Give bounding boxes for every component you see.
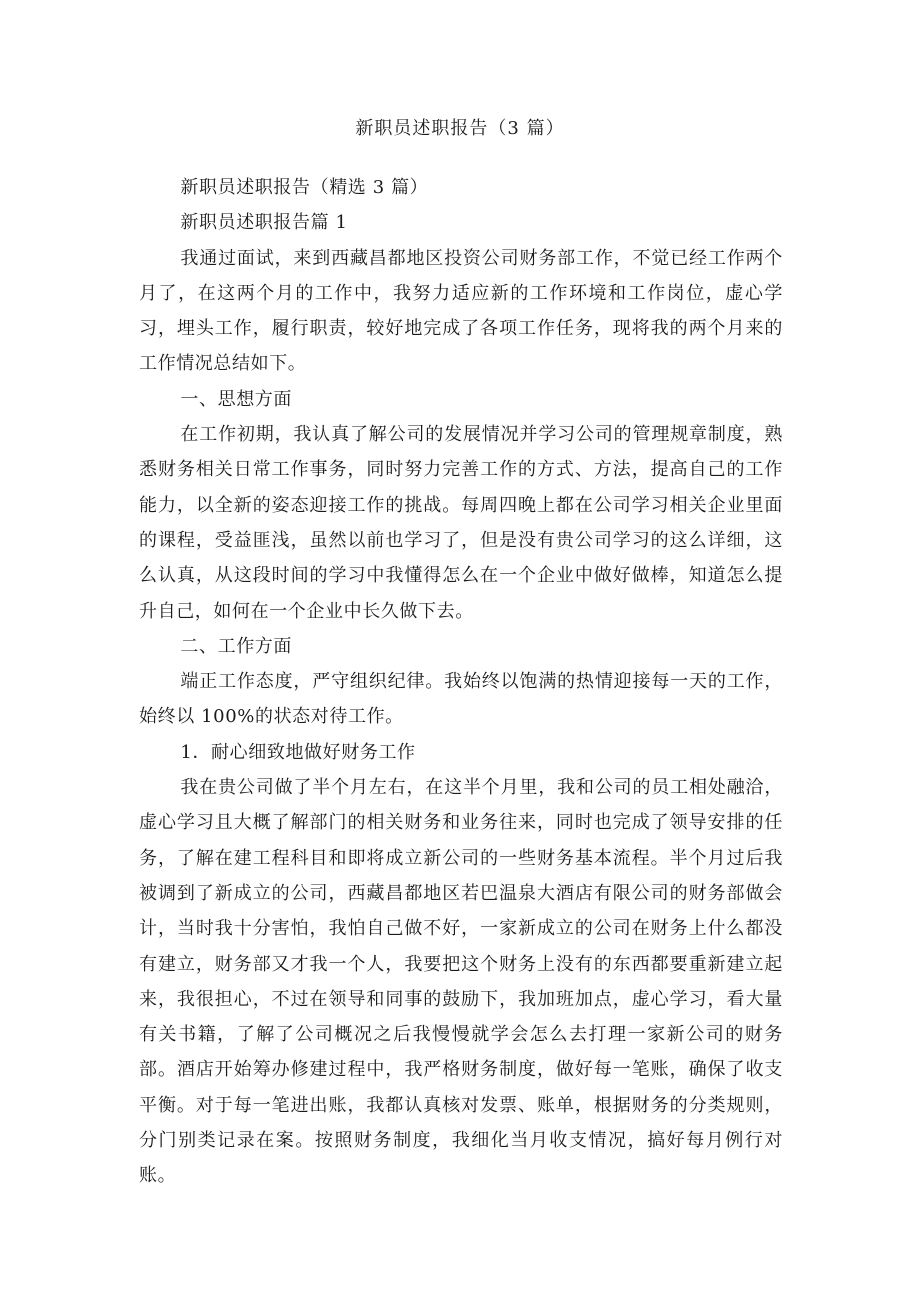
heading-work: 二、工作方面 (180, 635, 292, 657)
document-body (139, 170, 783, 1194)
section-heading-part-1: 新职员述职报告篇 1 (180, 212, 348, 234)
paragraph-intro: 我通过面试，来到西藏昌都地区投资公司财务部工作，不觉已经工作两个月了，在这两个月的工作中，我努力适应新的工作环境和工作岗位，虚心学习，埋头工作，履行职责，较好地完成了各项工作任务，现将我的两个月来的工作情况总结如下。 (139, 247, 783, 375)
subtitle-line: 新职员述职报告（精选 3 篇） (180, 177, 429, 198)
paragraph-finance-work: 我在贵公司做了半个月左右，在这半个月里，我和公司的员工相处融洽，虚心学习且大概了解部门的相关财务和业务往来，同时也完成了领导安排的任务，了解在建工程科目和即将成立新公司的一些财务基本流程。半个月过后我被调到了新成立的公司，西藏昌都地区若巴温泉大酒店有限公司的财务部做会计，当时我十分害怕，我怕自己做不好，一家新成立的公司在财务上什么都没有建立，财务部又才我一个人，我要把这个财务上没有的东西都要重新建立起来，我很担心，不过在领导和同事的鼓励下，我加班加点，虚心学习，看大量有关书籍，了解了公司概况之后我慢慢就学会怎么去打理一家新公司的财务部。酒店开始筹办修建过程中，我严格财务制度，做好每一笔账，确保了收支平衡。对于每一笔进出账，我都认真核对发票、账单，根据财务的分类规则，分门别类记录在案。按照财务制度，我细化当月收支情况，搞好每月例行对账。 (139, 777, 783, 1187)
subheading-finance-work: 1．耐心细致地做好财务工作 (180, 741, 416, 763)
paragraph-work-attitude: 端正工作态度，严守组织纪律。我始终以饱满的热情迎接每一天的工作，始终以 100%的状态对待工作。 (139, 671, 783, 728)
paragraph-thinking: 在工作初期，我认真了解公司的发展情况并学习公司的管理规章制度，熟悉财务相关日常工作事务，同时努力完善工作的方式、方法，提高自己的工作能力，以全新的姿态迎接工作的挑战。每周四晚上都在公司学习相关企业里面的课程，受益匪浅，虽然以前也学习了，但是没有贵公司学习的这么详细，这么认真，从这段时间的学习中我懂得怎么在一个企业中做好做棒，知道怎么提升自己，如何在一个企业中长久做下去。 (139, 424, 783, 622)
document-title: 新职员述职报告（3 篇） (355, 118, 565, 139)
heading-thinking: 一、思想方面 (180, 388, 292, 410)
